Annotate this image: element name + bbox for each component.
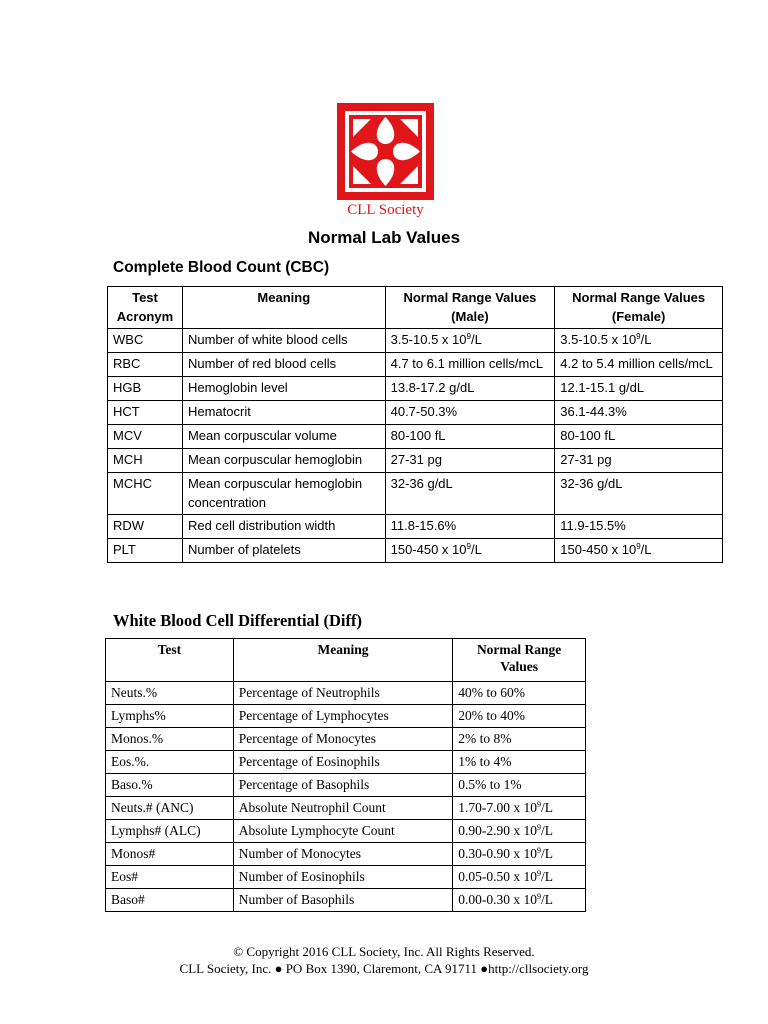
diff-row — [106, 774, 586, 797]
cbc-cell-male: 40.7-50.3% — [385, 401, 555, 425]
diff-row — [106, 843, 586, 866]
cbc-cell-acronym: HCT — [108, 401, 183, 425]
diff-cell-test: Monos# — [106, 843, 234, 866]
diff-header-range: Normal Range Values — [453, 639, 586, 682]
cbc-header-row — [108, 287, 723, 329]
cbc-cell-meaning: Number of platelets — [182, 539, 385, 563]
cbc-table — [107, 286, 723, 563]
cbc-cell-meaning: Hematocrit — [182, 401, 385, 425]
diff-cell-meaning: Absolute Lymphocyte Count — [233, 820, 453, 843]
cbc-cell-male: 150-450 x $10^9/L$ — [385, 539, 555, 563]
cbc-cell-acronym: RDW — [108, 515, 183, 539]
diff-cell-range: 0.00-0.30 x $10^9/L$ — [453, 889, 586, 912]
cbc-row — [108, 377, 723, 401]
cbc-cell-female: 3.5-10.5 x $10^9/L$ — [555, 329, 723, 353]
cbc-cell-female: 150-450 x $10^9/L$ — [555, 539, 723, 563]
diff-cell-range: 40% to 60% — [453, 682, 586, 705]
cbc-row — [108, 353, 723, 377]
diff-cell-test: Neuts.% — [106, 682, 234, 705]
cbc-cell-female: 12.1-15.1 g/dL — [555, 377, 723, 401]
diff-cell-meaning: Percentage of Neutrophils — [233, 682, 453, 705]
diff-header-row — [106, 639, 586, 682]
cbc-cell-meaning: Mean corpuscular hemoglobin — [182, 449, 385, 473]
diff-row — [106, 797, 586, 820]
diff-cell-range: 0.05-0.50 x $10^9/L$ — [453, 866, 586, 889]
diff-cell-meaning: Absolute Neutrophil Count — [233, 797, 453, 820]
diff-header-test: Test — [106, 639, 234, 682]
diff-cell-test: Lymphs% — [106, 705, 234, 728]
diff-row — [106, 820, 586, 843]
diff-cell-test: Baso.% — [106, 774, 234, 797]
cbc-cell-acronym: PLT — [108, 539, 183, 563]
diff-cell-range: 0.30-0.90 x $10^9/L$ — [453, 843, 586, 866]
diff-cell-test: Eos# — [106, 866, 234, 889]
diff-cell-meaning: Percentage of Monocytes — [233, 728, 453, 751]
cbc-cell-female: 11.9-15.5% — [555, 515, 723, 539]
cbc-cell-male: 11.8-15.6% — [385, 515, 555, 539]
cbc-row — [108, 329, 723, 353]
cbc-row — [108, 401, 723, 425]
cbc-header-meaning: Meaning — [182, 287, 385, 329]
footer-copyright: © Copyright 2016 CLL Society, Inc. All Rights Reserved. — [233, 944, 535, 959]
cbc-cell-female: 4.2 to 5.4 million cells/mcL — [555, 353, 723, 377]
cbc-cell-male: 32-36 g/dL — [385, 473, 555, 515]
cbc-cell-female: 27-31 pg — [555, 449, 723, 473]
cbc-cell-acronym: MCHC — [108, 473, 183, 515]
cbc-cell-acronym: HGB — [108, 377, 183, 401]
diff-cell-range: 20% to 40% — [453, 705, 586, 728]
cbc-cell-acronym: MCV — [108, 425, 183, 449]
diff-table — [105, 638, 586, 912]
diff-cell-test: Baso# — [106, 889, 234, 912]
cbc-section-title: Complete Blood Count (CBC) — [113, 259, 330, 276]
diff-cell-range: 1% to 4% — [453, 751, 586, 774]
diff-cell-meaning: Percentage of Basophils — [233, 774, 453, 797]
cbc-cell-male: 13.8-17.2 g/dL — [385, 377, 555, 401]
cbc-row — [108, 449, 723, 473]
diff-cell-range: 2% to 8% — [453, 728, 586, 751]
cbc-header-male: Normal Range Values (Male) — [385, 287, 555, 329]
diff-section-title: White Blood Cell Differential (Diff) — [113, 611, 362, 630]
diff-cell-test: Lymphs# (ALC) — [106, 820, 234, 843]
diff-cell-test: Eos.%. — [106, 751, 234, 774]
cbc-cell-acronym: WBC — [108, 329, 183, 353]
cbc-cell-acronym: RBC — [108, 353, 183, 377]
cbc-cell-meaning: Number of red blood cells — [182, 353, 385, 377]
diff-row — [106, 889, 586, 912]
footer — [0, 943, 768, 977]
cbc-row — [108, 539, 723, 563]
diff-row — [106, 866, 586, 889]
cbc-cell-meaning: Hemoglobin level — [182, 377, 385, 401]
cbc-cell-male: 4.7 to 6.1 million cells/mcL — [385, 353, 555, 377]
diff-cell-range: 0.90-2.90 x $10^9/L$ — [453, 820, 586, 843]
diff-cell-range: 0.5% to 1% — [453, 774, 586, 797]
cbc-cell-female: 32-36 g/dL — [555, 473, 723, 515]
cbc-cell-meaning: Red cell distribution width — [182, 515, 385, 539]
cbc-cell-meaning: Mean corpuscular volume — [182, 425, 385, 449]
diff-cell-test: Neuts.# (ANC) — [106, 797, 234, 820]
cbc-cell-female: 80-100 fL — [555, 425, 723, 449]
diff-cell-test: Monos.% — [106, 728, 234, 751]
diff-cell-meaning: Number of Monocytes — [233, 843, 453, 866]
cbc-cell-male: 80-100 fL — [385, 425, 555, 449]
cbc-row — [108, 473, 723, 515]
cbc-cell-meaning: Number of white blood cells — [182, 329, 385, 353]
diff-row — [106, 705, 586, 728]
diff-cell-meaning: Percentage of Lymphocytes — [233, 705, 453, 728]
cbc-row — [108, 425, 723, 449]
logo-text: CLL Society — [347, 202, 424, 218]
footer-address: CLL Society, Inc. ● PO Box 1390, Claremont, CA 91711 ●http://cllsociety.org — [179, 961, 589, 976]
diff-row — [106, 751, 586, 774]
page-title: Normal Lab Values — [307, 228, 461, 247]
cbc-cell-acronym: MCH — [108, 449, 183, 473]
cll-society-logo — [335, 101, 436, 219]
diff-cell-meaning: Number of Eosinophils — [233, 866, 453, 889]
diff-cell-meaning: Percentage of Eosinophils — [233, 751, 453, 774]
diff-row — [106, 728, 586, 751]
cbc-cell-male: 27-31 pg — [385, 449, 555, 473]
diff-cell-range: 1.70-7.00 x $10^9/L$ — [453, 797, 586, 820]
cbc-cell-female: 36.1-44.3% — [555, 401, 723, 425]
cbc-cell-male: 3.5-10.5 x $10^9/L$ — [385, 329, 555, 353]
cbc-header-female: Normal Range Values (Female) — [555, 287, 723, 329]
diff-cell-meaning: Number of Basophils — [233, 889, 453, 912]
cbc-header-acronym: Test Acronym — [108, 287, 183, 329]
diff-row — [106, 682, 586, 705]
diff-header-meaning: Meaning — [233, 639, 453, 682]
cbc-cell-meaning: Mean corpuscular hemoglobin concentration — [182, 473, 385, 515]
cbc-row — [108, 515, 723, 539]
